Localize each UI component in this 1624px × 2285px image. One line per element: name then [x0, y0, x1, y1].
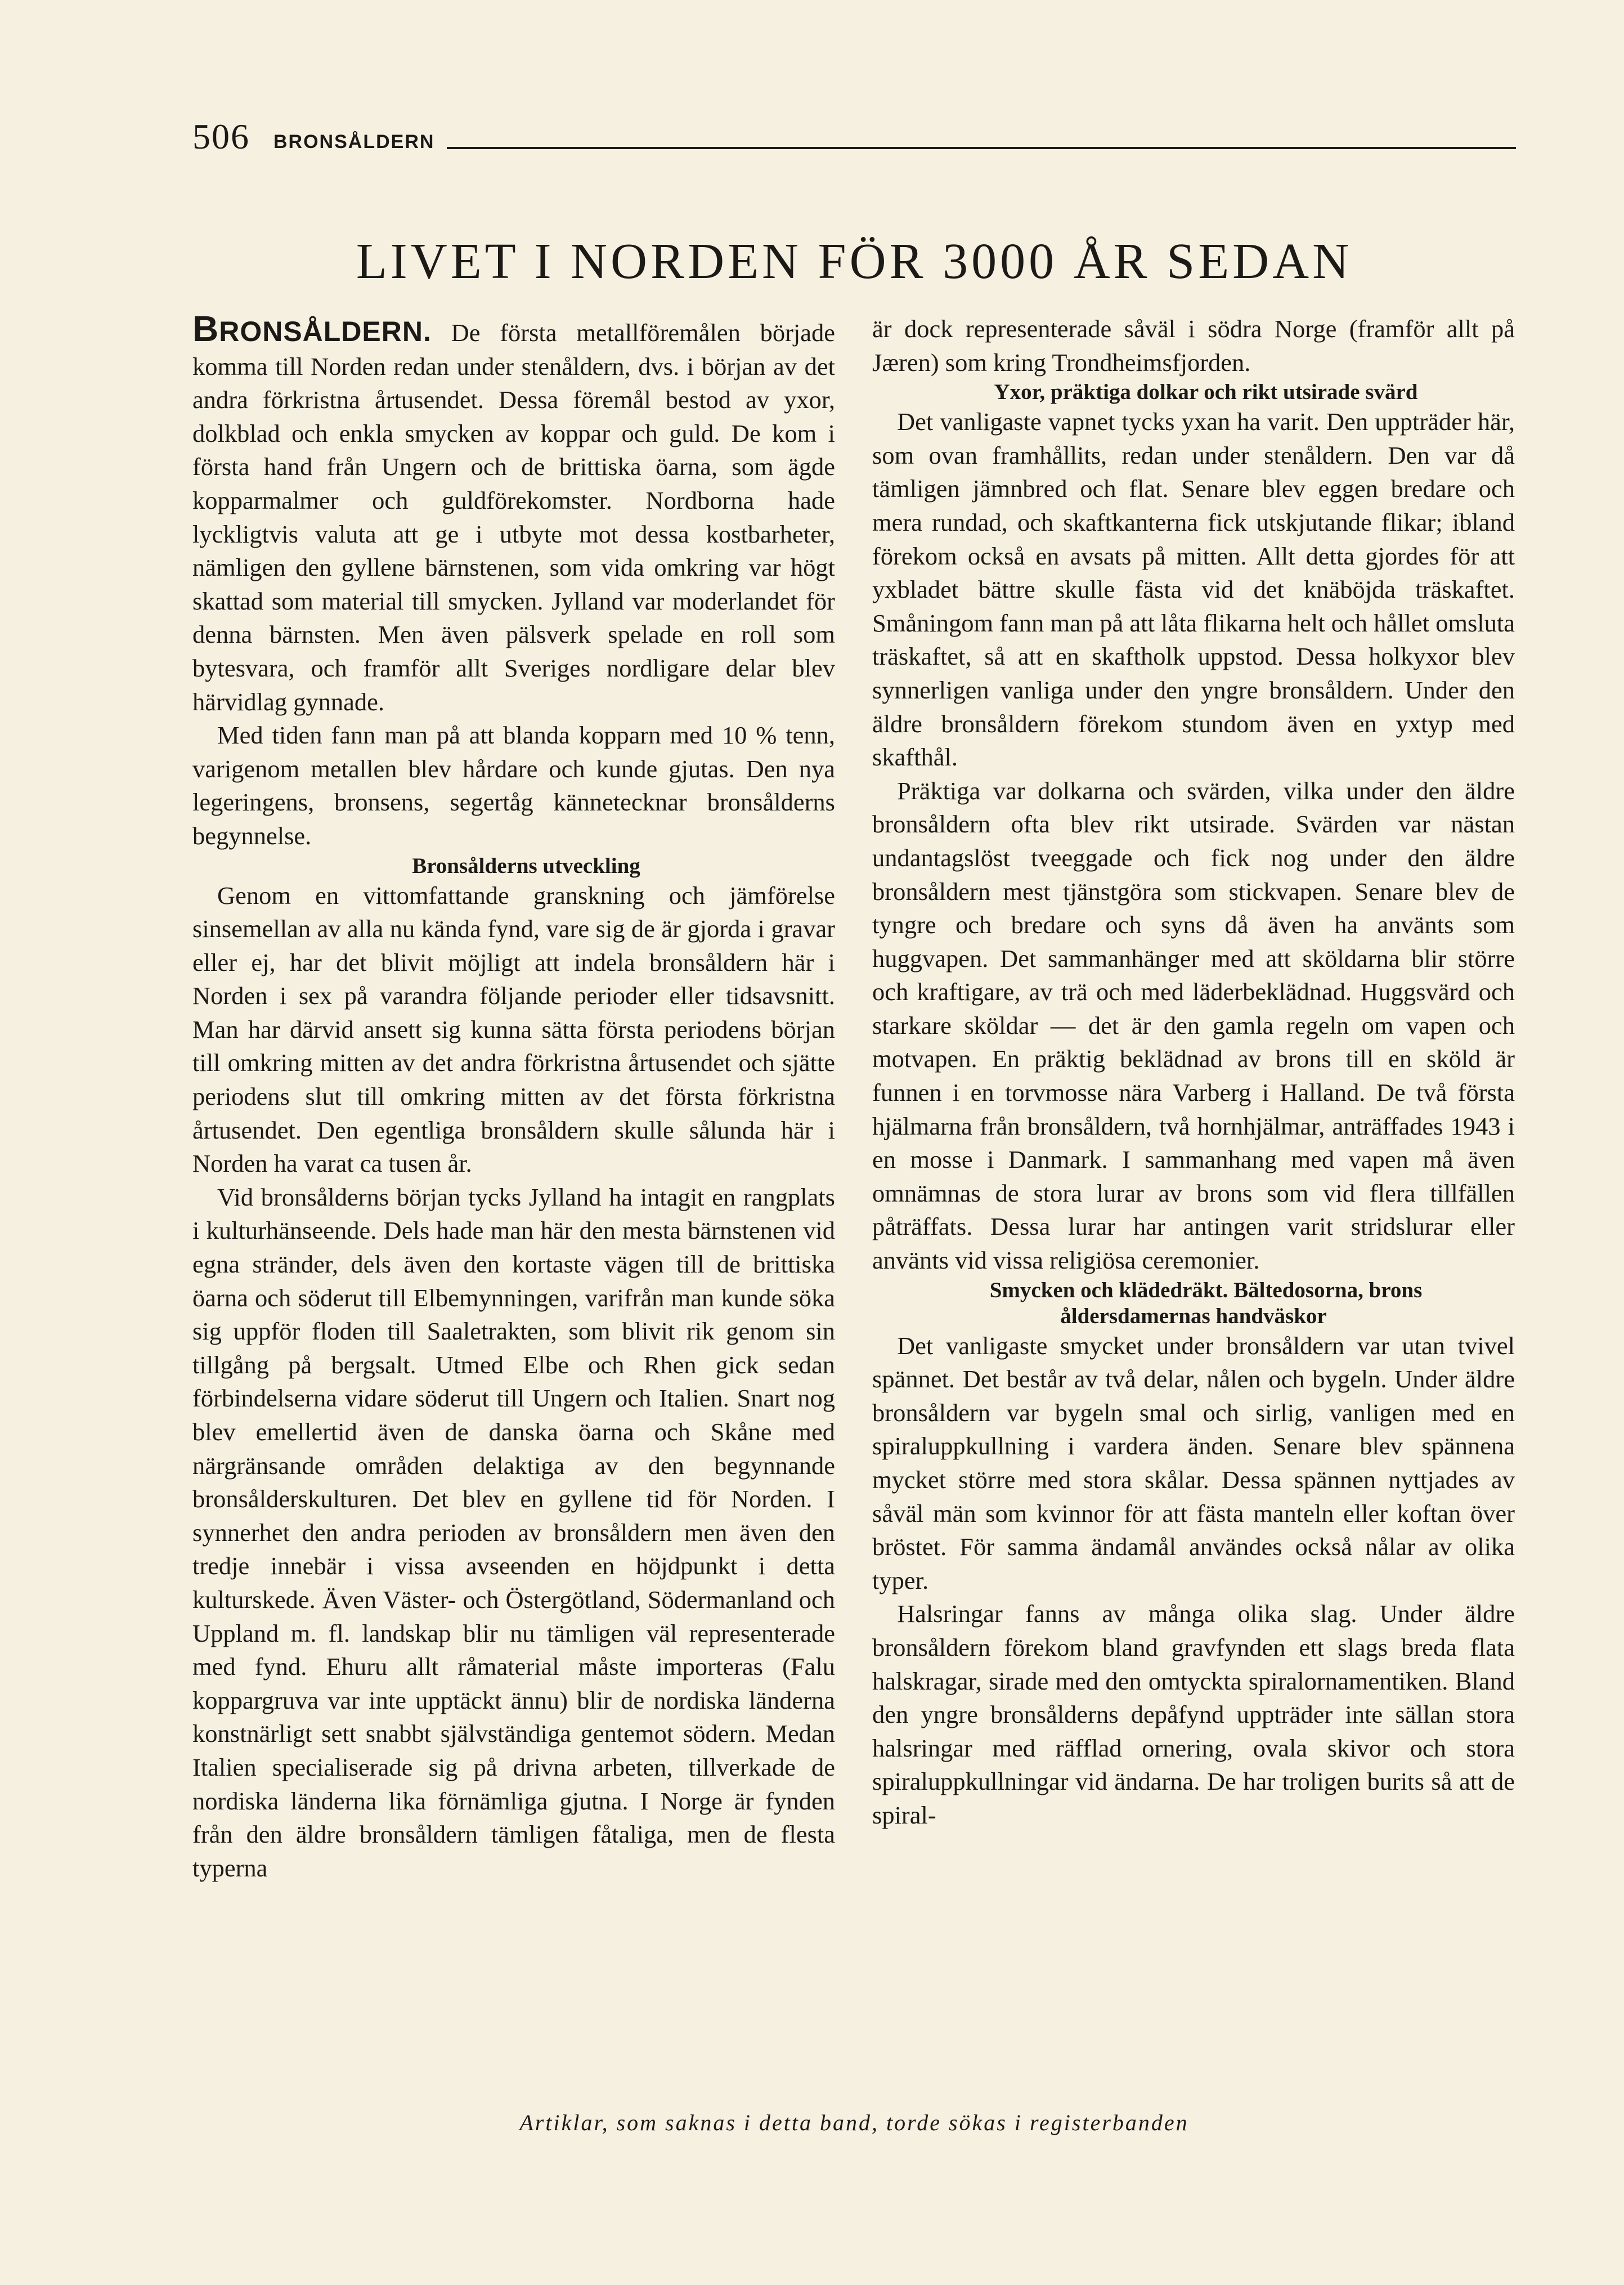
- article-title: LIVET I NORDEN FÖR 3000 ÅR SEDAN: [356, 234, 1353, 289]
- page-number: 506: [192, 117, 250, 156]
- paragraph: Det vanligaste smycket under bronsåldern var utan tvivel spännet. Det består av två delar, nålen och bygeln. Under äldre bronsåldern var bygeln smal och sirlig, vanligen med en spiraluppkullning i vardera änden. Senare blev spännena mycket större med stora skålar. Dessa spännen nyttjades av såväl män som kvinnor för att fästa manteln eller koftan över bröstet. För samma ändamål användes också nålar av olika typer.: [872, 1331, 1515, 1594]
- lead-initial: B: [192, 308, 219, 349]
- paragraph: Det vanligaste vapnet tycks yxan ha varit. Den uppträder här, som ovan framhållits, redan under stenåldern. Den var då tämligen jämnbred och flat. Senare blev eggen bredare och mera rundad, och skaftkanterna fick utskjutande flikar; ibland förekom också en avsats på mitten. Allt detta gjordes för att yxbladet bättre skulle fästa vid det knäböjda träskaftet. Småningom fann man på att låta flikarna helt och hållet omsluta träskaftet, så att en skaftholk uppstod. Dessa holkyxor blev synnerligen vanliga under den yngre bronsåldern. Under den äldre bronsåldern förekom stundom även en yxtyp med skafthål.: [872, 407, 1515, 772]
- footer-note: Artiklar, som saknas i detta band, torde sökas i registerbanden: [519, 2110, 1189, 2135]
- running-head: [192, 110, 1516, 155]
- paragraph: är dock representerade såväl i södra Norge (framför allt på Jæren) som kring Trondheimsfjorden.: [872, 315, 1515, 377]
- paragraph: Vid bronsålderns början tycks Jylland ha intagit en rangplats i kulturhänseende. Dels hade man här den mesta bärnstenen vid egna stränder, dels även den kortaste vägen till de brittiska öarna och söderut till Elbemynningen, varifrån man kunde söka sig uppför floden till Saaletrakten, som blivit rik genom sin tillgång på bergsalt. Utmed Elbe och Rhen gick sedan förbindelserna vidare söderut till Ungern och Italien. Snart nog blev emellertid även de danska öarna och Skåne med närgränsande områden delaktiga av den begynnande bronsålderskulturen. Det blev en gyllene tid för Norden. I synnerhet den andra perioden av bronsåldern men även den tredje innebär i vissa avseenden en höjdpunkt i detta kulturskede. Även Väster- och Östergötland, Södermanland och Uppland m. fl. landskap blir nu tämligen väl representerade med fynd. Ehuru allt råmaterial måste importeras (Falu koppargruva var inte upptäckt ännu) blir de nordiska länderna konstnärligt sett snabbt självständiga gentemot södern. Medan Italien specialiserade sig på drivna arbeten, tillverkade de nordiska länderna lika förnämliga gjutna. I Norge är fynden från den äldre bronsåldern tämligen fåtaliga, men de flesta typerna: [192, 1182, 835, 1882]
- paragraph: Genom en vittomfattande granskning och jämförelse sinsemellan av alla nu kända fynd, vare sig de är gjorda i gravar eller ej, har det blivit möjligt att indela bronsåldern här i Norden i sex på varandra följande perioder eller tidsavsnitt. Man har därvid ansett sig kunna sätta första periodens början till omkring mitten av det andra förkristna årtusendet och sjätte periodens slut till omkring mitten av det första förkristna årtusendet. Den egentliga bronsåldern skulle sålunda här i Norden ha varat ca tusen år.: [192, 881, 835, 1178]
- subheading: Yxor, präktiga dolkar och rikt utsirade svärd: [994, 380, 1418, 405]
- header-rule: [447, 147, 1516, 149]
- subheading-line: Smycken och klädedräkt. Bältedosorna, brons: [989, 1278, 1423, 1302]
- right-column: [872, 312, 1515, 1833]
- subheading: Bronsålderns utveckling: [412, 853, 640, 878]
- paragraph: [192, 308, 835, 719]
- lead-word: [192, 308, 432, 349]
- section-name: BRONSÅLDERN: [273, 131, 435, 153]
- left-column: [192, 308, 835, 1885]
- subheading: [872, 1278, 1515, 1329]
- subheading-line: åldersdamernas handväskor: [1060, 1303, 1327, 1328]
- paragraph-text: De första metallföremålen började komma till Norden redan under stenåldern, dvs. i början av det andra förkristna årtusendet. Dessa föremål bestod av yxor, dolkblad och enkla smycken av koppar och guld. De kom i första hand från Ungern och de brittiska öarna, som ägde kopparmalmer och guldförekomster. Nordborna hade lyckligtvis valuta att ge i utbyte mot dessa kostbarheter, nämligen den gyllene bärnstenen, som vida omkring var högt skattad som material till smycken. Jylland var moderlandet för denna bärnsten. Men även pälsverk spelade en roll som bytesvara, och framför allt Sveriges nordligare delar blev härvidlag gynnade.: [192, 319, 835, 716]
- paragraph: Halsringar fanns av många olika slag. Under äldre bronsåldern förekom bland gravfynden ett slags breda flata halskragar, sirade med den omtyckta spiralornamentiken. Bland den yngre bronsålderns depåfynd uppträder inte sällan stora halsringar med räfflad ornering, ovala skivor och stora spiraluppkullningar vid ändarna. De har troligen burits så att de spiral-: [872, 1600, 1515, 1829]
- paragraph: Med tiden fann man på att blanda kopparn med 10 % tenn, varigenom metallen blev hårdare och kunde gjutas. Den nya legeringens, bronsens, segertåg kännetecknar bronsålderns begynnelse.: [192, 721, 835, 850]
- paragraph: Präktiga var dolkarna och svärden, vilka under den äldre bronsåldern ofta blev rikt utsirade. Svärden var nästan undantagslöst tveeggade och fick nog under den äldre bronsåldern mest tjänstgöra som stickvapen. Senare blev de tyngre och bredare och syns då även ha använts som huggvapen. Det sammanhänger med att sköldarna blir större och kraftigare, av trä och med läderbeklädnad. Huggsvärd och starkare sköldar — det är den gamla regeln om vapen och motvapen. En präktig beklädnad av brons till en sköld är funnen i en torvmosse nära Varberg i Halland. De två första hjälmarna från bronsåldern, två hornhjälmar, anträffades 1943 i en mosse i Danmark. I sammanhang med vapen må även omnämnas de stora lurar av brons som vid flera tillfällen påträffats. Dessa lurar har antingen varit stridslurar eller använts vid vissa religiösa ceremonier.: [872, 776, 1515, 1275]
- lead-word-rest: RONSÅLDERN.: [219, 316, 432, 347]
